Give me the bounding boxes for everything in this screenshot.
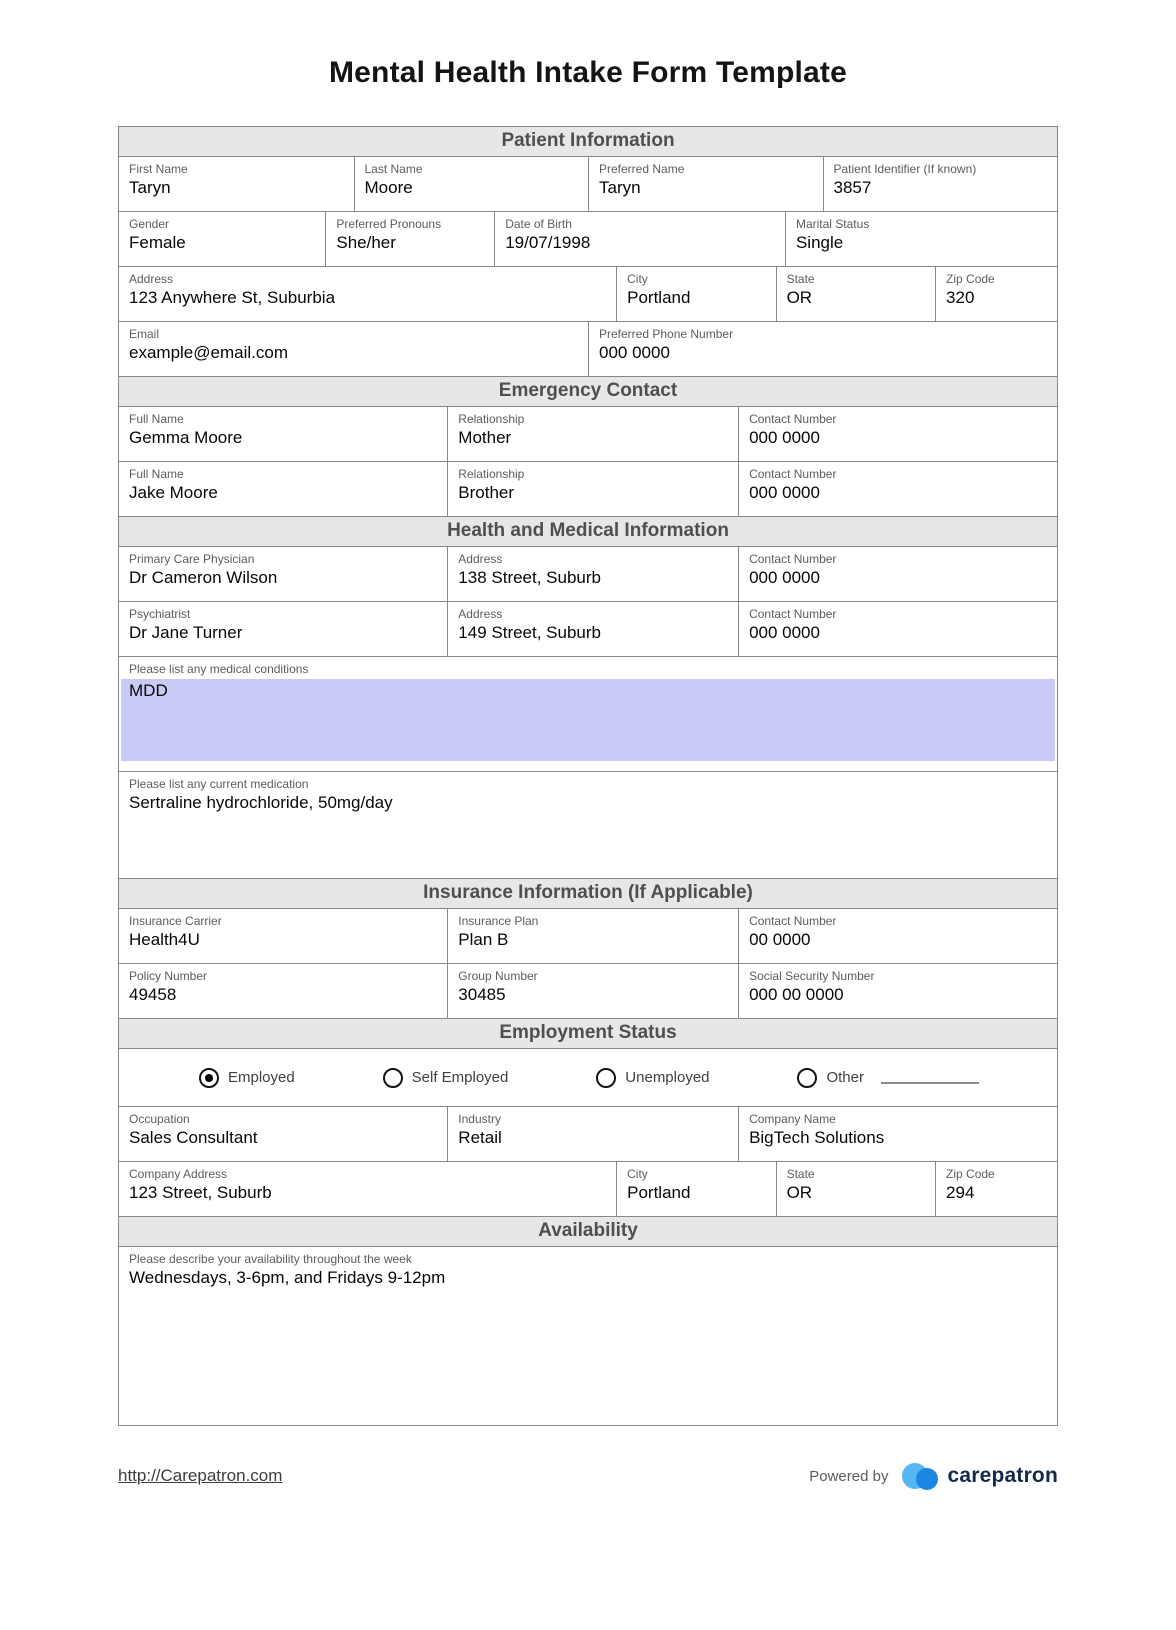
field-label: Address: [129, 272, 174, 286]
field-value: Plan B: [458, 930, 509, 949]
emergency-contact-2-relationship-field[interactable]: [447, 462, 738, 516]
field-value: 000 00 0000: [749, 985, 844, 1004]
field-value: Health4U: [129, 930, 200, 949]
field-value: example@email.com: [129, 343, 288, 362]
emergency-contact-2-name-field[interactable]: [119, 462, 447, 516]
table-row: [119, 157, 1057, 212]
table-row: [119, 1247, 1057, 1425]
primary-care-physician-field[interactable]: [119, 547, 447, 601]
field-label: Company Address: [129, 1167, 228, 1181]
section-header-patient-information: Patient Information: [119, 127, 1057, 157]
table-row: [119, 1162, 1057, 1217]
zip-code-field[interactable]: [935, 267, 1057, 321]
field-value: 00 0000: [749, 930, 811, 949]
availability-field[interactable]: [119, 1247, 1057, 1425]
field-value: Gemma Moore: [129, 428, 243, 447]
insurance-carrier-field[interactable]: [119, 909, 447, 963]
emergency-contact-2-number-field[interactable]: [738, 462, 1057, 516]
psychiatrist-address-field[interactable]: [447, 602, 738, 656]
field-value: 3857: [833, 178, 872, 197]
group-number-field[interactable]: [447, 964, 738, 1018]
company-city-field[interactable]: [616, 1162, 775, 1216]
field-label: Preferred Phone Number: [599, 327, 734, 341]
radio-label: Other: [826, 1069, 864, 1086]
field-value: BigTech Solutions: [749, 1128, 885, 1147]
email-field[interactable]: [119, 322, 588, 376]
field-value: Portland: [627, 1183, 691, 1202]
field-value: Sertraline hydrochloride, 50mg/day: [129, 793, 393, 812]
field-value: 123 Street, Suburb: [129, 1183, 272, 1202]
field-value: OR: [786, 1183, 813, 1202]
field-label: Company Name: [749, 1112, 836, 1126]
current-medication-field[interactable]: [119, 772, 1057, 878]
field-value: 123 Anywhere St, Suburbia: [129, 288, 336, 307]
field-label: Full Name: [129, 412, 184, 426]
radio-employed[interactable]: [199, 1068, 295, 1088]
field-value: Dr Jane Turner: [129, 623, 243, 642]
field-label: City: [627, 272, 648, 286]
company-zip-field[interactable]: [935, 1162, 1057, 1216]
table-row: [119, 212, 1057, 267]
page-footer: [118, 1460, 1058, 1492]
field-value: Taryn: [599, 178, 641, 197]
emergency-contact-1-name-field[interactable]: [119, 407, 447, 461]
policy-number-field[interactable]: [119, 964, 447, 1018]
emergency-contact-1-number-field[interactable]: [738, 407, 1057, 461]
insurance-plan-field[interactable]: [447, 909, 738, 963]
table-row: [119, 547, 1057, 602]
marital-status-field[interactable]: [785, 212, 1057, 266]
field-value: 30485: [458, 985, 506, 1004]
company-state-field[interactable]: [776, 1162, 935, 1216]
field-label: City: [627, 1167, 648, 1181]
company-address-field[interactable]: [119, 1162, 616, 1216]
social-security-number-field[interactable]: [738, 964, 1057, 1018]
psychiatrist-field[interactable]: [119, 602, 447, 656]
page-title: Mental Health Intake Form Template: [328, 56, 848, 89]
physician-address-field[interactable]: [447, 547, 738, 601]
field-value: Taryn: [129, 178, 171, 197]
table-row: [119, 267, 1057, 322]
field-value: She/her: [336, 233, 396, 252]
field-label: Please list any medical conditions: [129, 662, 309, 676]
medical-conditions-field[interactable]: [119, 657, 1057, 771]
city-field[interactable]: [616, 267, 775, 321]
field-value: Brother: [458, 483, 515, 502]
brand-name: carepatron: [947, 1464, 1058, 1487]
carepatron-logo-icon: [902, 1460, 940, 1492]
radio-button-icon: [797, 1068, 817, 1088]
intake-form: [118, 126, 1058, 1426]
field-label: Insurance Plan: [458, 914, 539, 928]
field-label: Last Name: [364, 162, 423, 176]
radio-label: Employed: [228, 1069, 295, 1086]
field-label: Date of Birth: [505, 217, 572, 231]
address-field[interactable]: [119, 267, 616, 321]
field-value: Portland: [627, 288, 691, 307]
field-value: Sales Consultant: [129, 1128, 258, 1147]
field-label: State: [786, 1167, 815, 1181]
field-value: 000 0000: [749, 483, 820, 502]
field-label: Address: [458, 607, 503, 621]
other-write-in-line[interactable]: [881, 1072, 979, 1084]
field-label: Marital Status: [795, 217, 870, 231]
table-row: [119, 602, 1057, 657]
date-of-birth-field[interactable]: [494, 212, 785, 266]
field-label: Relationship: [458, 412, 525, 426]
field-value: 19/07/1998: [505, 233, 591, 252]
field-label: Relationship: [458, 467, 525, 481]
field-value: 294: [946, 1183, 975, 1202]
powered-by-group: [809, 1460, 1058, 1492]
radio-other[interactable]: [797, 1068, 979, 1088]
employment-status-options-row: [119, 1049, 1057, 1107]
radio-label: Unemployed: [625, 1069, 710, 1086]
radio-button-icon: [199, 1068, 219, 1088]
field-label: Contact Number: [749, 552, 837, 566]
field-value: Jake Moore: [129, 483, 218, 502]
table-row: [119, 772, 1057, 879]
table-row: [119, 322, 1057, 377]
field-label: Primary Care Physician: [129, 552, 255, 566]
preferred-name-field[interactable]: [588, 157, 823, 211]
preferred-phone-field[interactable]: [588, 322, 1057, 376]
section-header-insurance: Insurance Information (If Applicable): [119, 879, 1057, 909]
employment-status-options: [119, 1049, 1057, 1106]
field-label: Please list any current medication: [129, 777, 309, 791]
carepatron-logo: [902, 1460, 1058, 1492]
carepatron-link[interactable]: http://Carepatron.com: [118, 1466, 283, 1485]
field-label: Patient Identifier (If known): [833, 162, 977, 176]
preferred-pronouns-field[interactable]: [325, 212, 494, 266]
table-row: [119, 462, 1057, 517]
radio-button-icon: [596, 1068, 616, 1088]
field-label: Please describe your availability throughout the week: [129, 1252, 412, 1266]
field-value: 000 0000: [749, 623, 820, 642]
table-row: [119, 909, 1057, 964]
field-value: Moore: [364, 178, 413, 197]
field-label: Insurance Carrier: [129, 914, 222, 928]
field-label: Address: [458, 552, 503, 566]
logo-circle-dark: [916, 1468, 938, 1490]
field-label: Policy Number: [129, 969, 208, 983]
field-label: First Name: [129, 162, 188, 176]
field-value: Dr Cameron Wilson: [129, 568, 278, 587]
field-value: Mother: [458, 428, 512, 447]
occupation-field[interactable]: [119, 1107, 447, 1161]
insurance-contact-field[interactable]: [738, 909, 1057, 963]
field-value: 320: [946, 288, 975, 307]
field-value: Female: [129, 233, 186, 252]
state-field[interactable]: [776, 267, 935, 321]
field-label: Industry: [458, 1112, 501, 1126]
field-label: Full Name: [129, 467, 184, 481]
field-label: Email: [129, 327, 160, 341]
company-name-field[interactable]: [738, 1107, 1057, 1161]
section-header-emergency-contact: Emergency Contact: [119, 377, 1057, 407]
field-label: Preferred Pronouns: [336, 217, 442, 231]
field-label: Psychiatrist: [129, 607, 191, 621]
field-value: 000 0000: [749, 428, 820, 447]
psychiatrist-contact-field[interactable]: [738, 602, 1057, 656]
field-value: Single: [795, 233, 844, 252]
field-value: Retail: [458, 1128, 502, 1147]
table-row: [119, 964, 1057, 1019]
radio-self-employed[interactable]: [383, 1068, 509, 1088]
field-label: Group Number: [458, 969, 538, 983]
first-name-field[interactable]: [119, 157, 354, 211]
section-header-availability: Availability: [119, 1217, 1057, 1247]
table-row: [119, 657, 1057, 772]
medical-conditions-textarea[interactable]: MDD: [121, 679, 1055, 761]
field-value: Wednesdays, 3-6pm, and Fridays 9-12pm: [129, 1268, 446, 1287]
field-label: State: [786, 272, 815, 286]
radio-button-icon: [383, 1068, 403, 1088]
field-value: OR: [786, 288, 813, 307]
table-row: [119, 407, 1057, 462]
field-label: Contact Number: [749, 607, 837, 621]
emergency-contact-1-relationship-field[interactable]: [447, 407, 738, 461]
field-label: Zip Code: [946, 272, 995, 286]
field-label: Gender: [129, 217, 170, 231]
industry-field[interactable]: [447, 1107, 738, 1161]
field-label: Contact Number: [749, 914, 837, 928]
section-header-employment-status: Employment Status: [119, 1019, 1057, 1049]
radio-label: Self Employed: [411, 1069, 509, 1086]
field-value: 49458: [129, 985, 177, 1004]
section-header-health-medical: Health and Medical Information: [119, 517, 1057, 547]
table-row: [119, 1107, 1057, 1162]
last-name-field[interactable]: [354, 157, 589, 211]
field-label: Contact Number: [749, 467, 837, 481]
field-label: Occupation: [129, 1112, 190, 1126]
field-value: 000 0000: [749, 568, 820, 587]
field-label: Contact Number: [749, 412, 837, 426]
physician-contact-field[interactable]: [738, 547, 1057, 601]
powered-by-text: Powered by: [809, 1467, 889, 1485]
field-value: 138 Street, Suburb: [458, 568, 602, 587]
patient-identifier-field[interactable]: [823, 157, 1058, 211]
field-value: 149 Street, Suburb: [458, 623, 602, 642]
field-label: Preferred Name: [599, 162, 685, 176]
field-label: Zip Code: [946, 1167, 995, 1181]
gender-field[interactable]: [119, 212, 325, 266]
field-label: Social Security Number: [749, 969, 875, 983]
radio-unemployed[interactable]: [596, 1068, 709, 1088]
field-value: 000 0000: [599, 343, 670, 362]
